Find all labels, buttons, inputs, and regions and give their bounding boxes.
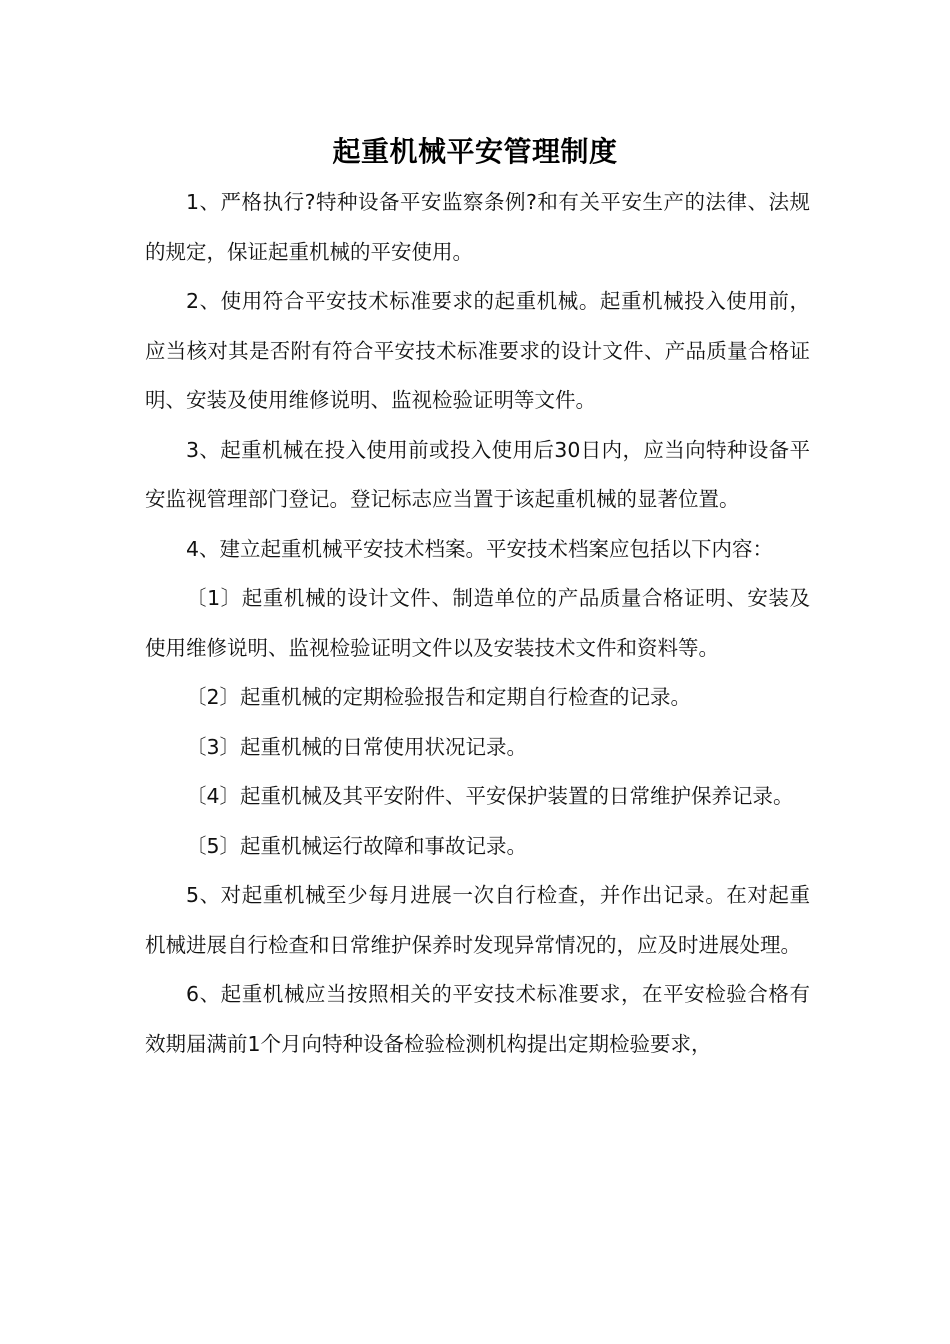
paragraph-6: 6、起重机械应当按照相关的平安技术标准要求，在平安检验合格有效期届满前1个月向特种设备检验检测机构提出定期检验要求， — [145, 982, 810, 1056]
list-item-1: 〔1〕起重机械的设计文件、制造单位的产品质量合格证明、安装及使用维修说明、监视检验证明文件以及安装技术文件和资料等。 — [145, 586, 810, 660]
list-item-5: 〔5〕起重机械运行故障和事故记录。 — [186, 833, 528, 858]
list-item-3: 〔3〕起重机械的日常使用状况记录。 — [186, 734, 528, 759]
list-item-4: 〔4〕起重机械及其平安附件、平安保护装置的日常维护保养记录。 — [186, 784, 794, 808]
document-title: 起重机械平安管理制度 — [332, 135, 618, 168]
paragraph-1: 1、严格执行?特种设备平安监察条例?和有关平安生产的法律、法规的规定，保证起重机械的平安使用。 — [145, 190, 810, 264]
document-body — [145, 178, 810, 1069]
paragraph-2: 2、使用符合平安技术标准要求的起重机械。起重机械投入使用前，应当核对其是否附有符合平安技术标准要求的设计文件、产品质量合格证明、安装及使用维修说明、监视检验证明等文件。 — [145, 289, 810, 412]
paragraph-4: 4、建立起重机械平安技术档案。平安技术档案应包括以下内容： — [186, 536, 774, 561]
paragraph-3: 3、起重机械在投入使用前或投入使用后30日内，应当向特种设备平安监视管理部门登记。登记标志应当置于该起重机械的显著位置。 — [145, 437, 810, 511]
paragraph-5: 5、对起重机械至少每月进展一次自行检查，并作出记录。在对起重机械进展自行检查和日常维护保养时发现异常情况的，应及时进展处理。 — [145, 883, 810, 957]
list-item-2: 〔2〕起重机械的定期检验报告和定期自行检查的记录。 — [186, 685, 692, 709]
